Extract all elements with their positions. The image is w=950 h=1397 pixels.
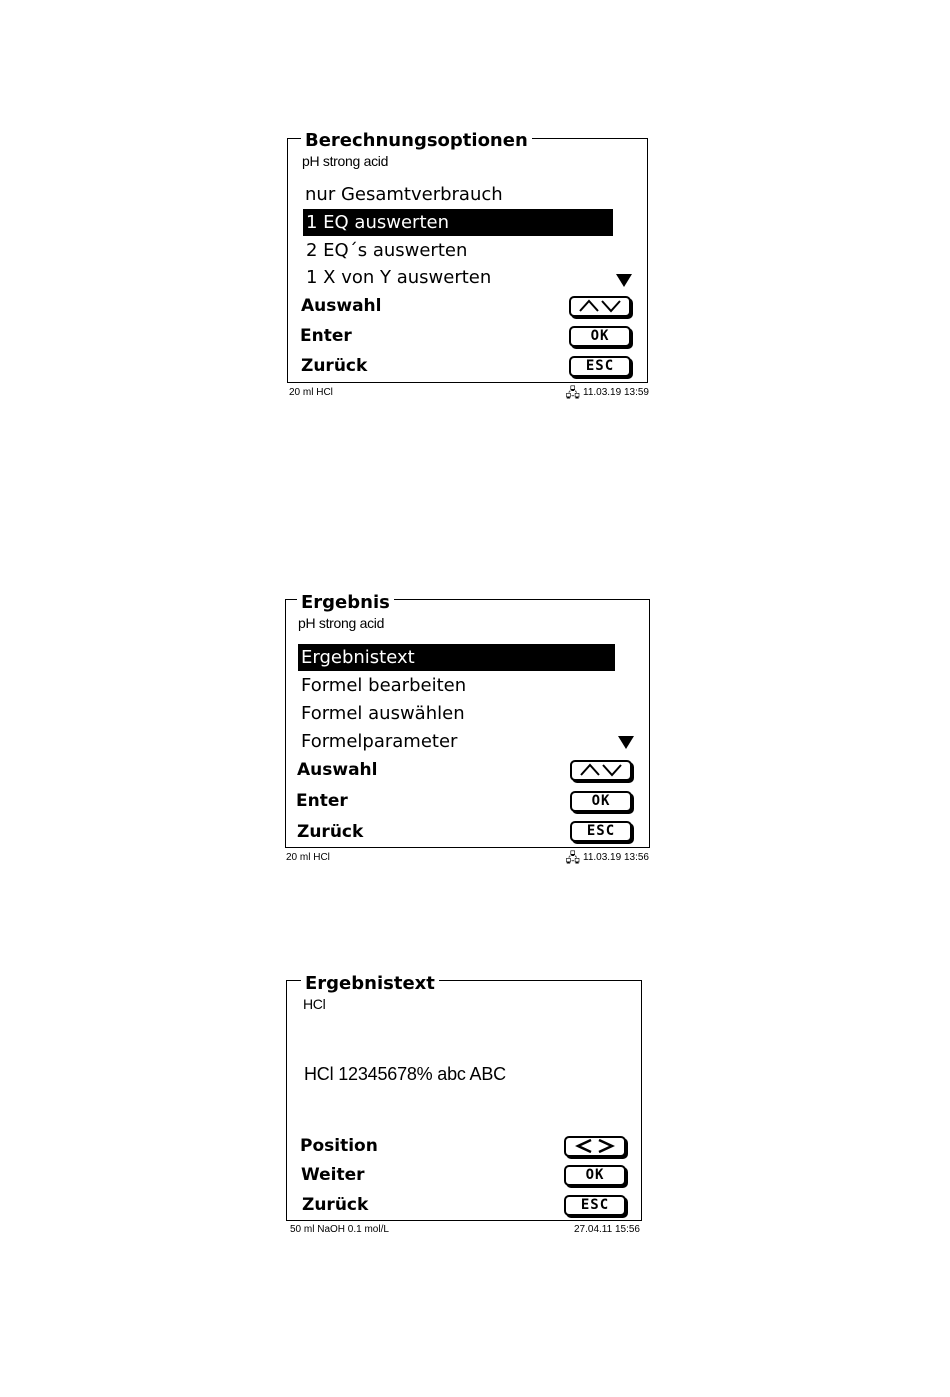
status-right xyxy=(566,387,650,399)
screen-subtitle: pH strong acid xyxy=(302,153,389,169)
menu-item-formula-parameters[interactable]: Formelparameter xyxy=(301,731,458,752)
menu-item-x-of-y[interactable]: 1 X von Y auswerten xyxy=(306,267,492,288)
esc-key[interactable]: ESC xyxy=(569,356,631,377)
scroll-down-arrow-icon xyxy=(618,736,634,749)
esc-key[interactable]: ESC xyxy=(564,1195,626,1216)
left-right-key[interactable] xyxy=(564,1136,626,1157)
menu-item-edit-formula[interactable]: Formel bearbeiten xyxy=(301,675,467,696)
menu-item-1-eq[interactable]: 1 EQ auswerten xyxy=(303,209,613,236)
screen-title: Ergebnis xyxy=(297,593,394,613)
screen-berechnungsoptionen xyxy=(287,128,649,403)
menu-item-result-text[interactable]: Ergebnistext xyxy=(298,644,615,671)
status-left: 50 ml NaOH 0.1 mol/L xyxy=(290,1224,389,1235)
ok-key[interactable]: OK xyxy=(564,1165,626,1186)
status-left: 20 ml HCl xyxy=(286,852,330,863)
back-label: Zurück xyxy=(301,356,368,376)
menu-item-total-consumption[interactable]: nur Gesamtverbrauch xyxy=(305,184,503,205)
status-datetime: 11.03.19 13:59 xyxy=(583,387,649,398)
menu-item-select-formula[interactable]: Formel auswählen xyxy=(301,703,465,724)
back-label: Zurück xyxy=(302,1195,369,1215)
usb-icon: 🖧 xyxy=(565,385,580,400)
usb-icon: 🖧 xyxy=(565,850,580,865)
ok-key[interactable]: OK xyxy=(570,791,632,812)
ok-key[interactable]: OK xyxy=(569,326,631,347)
left-right-arrows-icon xyxy=(573,1139,617,1153)
scroll-down-arrow-icon xyxy=(616,274,632,287)
status-datetime: 11.03.19 13:56 xyxy=(583,852,649,863)
screen-ergebnis xyxy=(285,591,650,866)
back-label: Zurück xyxy=(297,822,364,842)
screen-subtitle: pH strong acid xyxy=(298,615,385,631)
screen-title: Ergebnistext xyxy=(301,974,439,994)
position-label: Position xyxy=(300,1136,378,1156)
up-down-key[interactable] xyxy=(569,296,631,317)
next-label: Weiter xyxy=(301,1165,365,1185)
screen-title: Berechnungsoptionen xyxy=(301,131,532,151)
screen-subtitle: HCl xyxy=(303,996,326,1012)
select-label: Auswahl xyxy=(297,760,378,780)
status-left: 20 ml HCl xyxy=(289,387,333,398)
menu-item-2-eq[interactable]: 2 EQ´s auswerten xyxy=(306,240,468,261)
up-down-arrows-icon xyxy=(579,763,623,777)
result-text-value[interactable]: HCl 12345678% abc ABC xyxy=(304,1064,506,1084)
enter-label: Enter xyxy=(296,791,348,811)
up-down-key[interactable] xyxy=(570,760,632,781)
up-down-arrows-icon xyxy=(578,299,622,313)
enter-label: Enter xyxy=(300,326,352,346)
status-right xyxy=(566,852,650,864)
screen-ergebnistext xyxy=(286,970,650,1240)
select-label: Auswahl xyxy=(301,296,382,316)
esc-key[interactable]: ESC xyxy=(570,821,632,842)
status-datetime: 27.04.11 15:56 xyxy=(574,1224,640,1235)
